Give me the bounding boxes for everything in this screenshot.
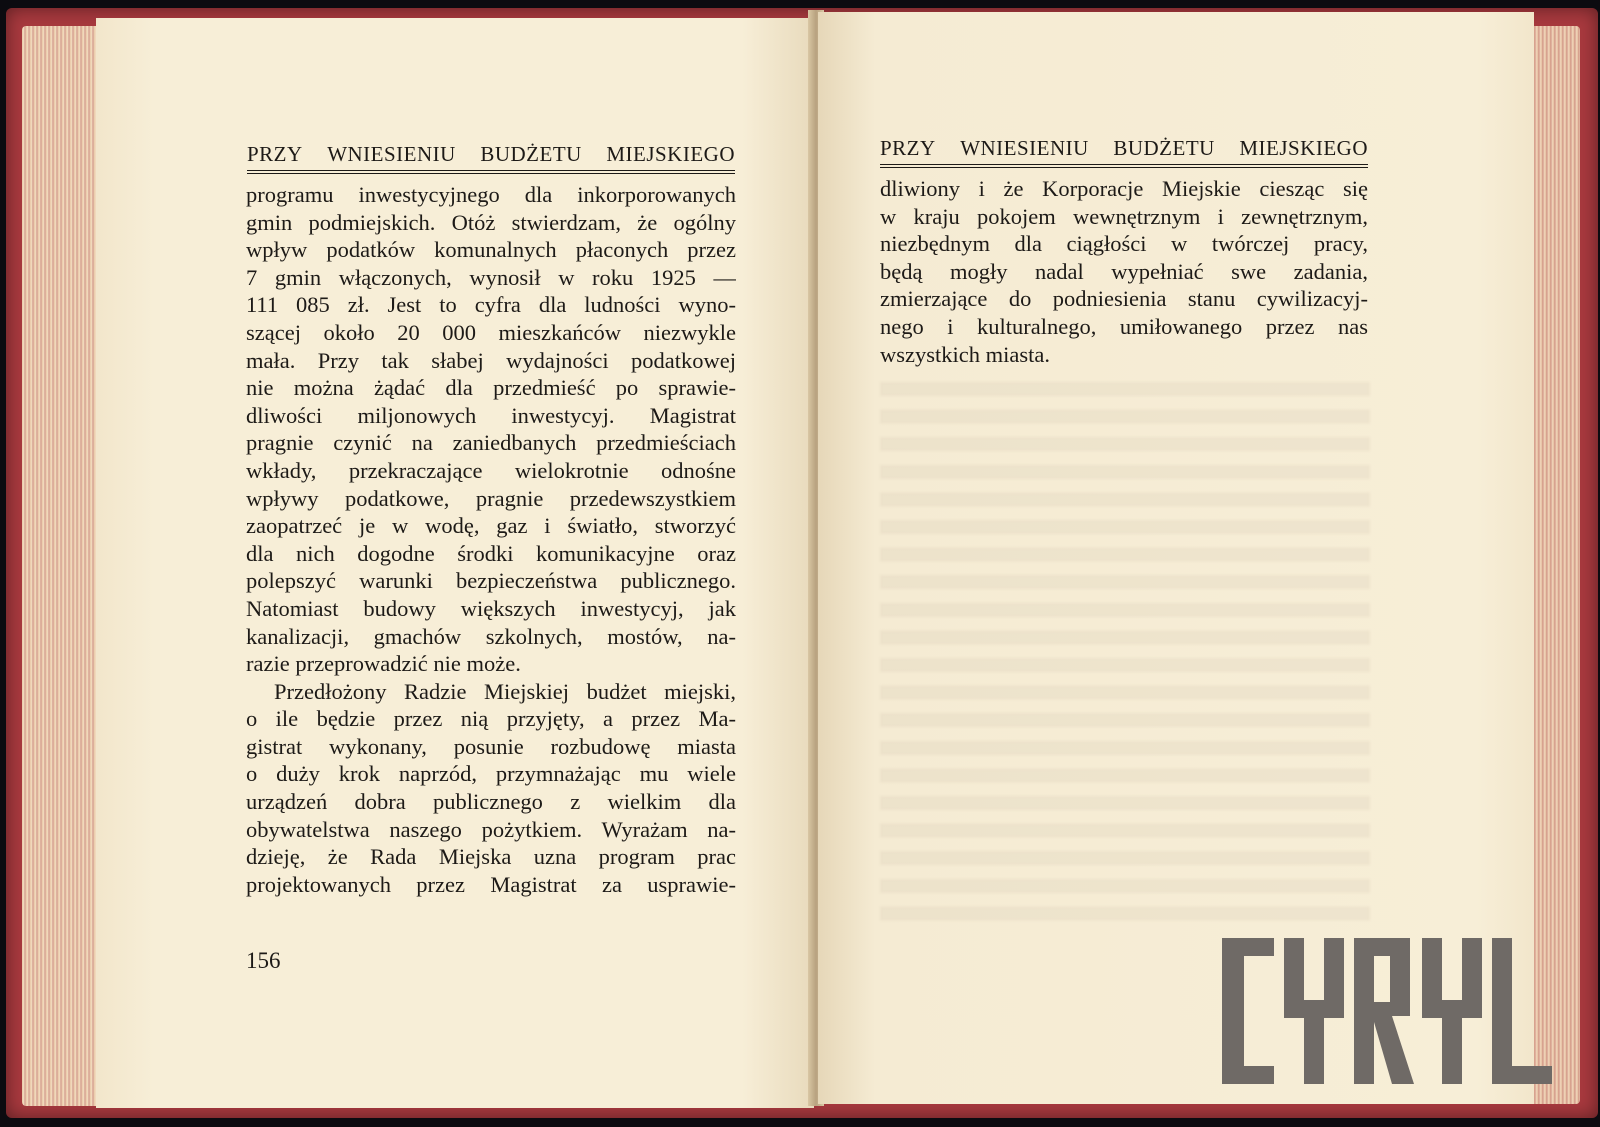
show-through-text — [880, 382, 1370, 922]
page-edges-left — [22, 26, 100, 1106]
text-line: 7 gmin włączonych, wynosił w roku 1925 — — [246, 264, 736, 290]
text-line: o ile będzie przez nią przyjęty, a przez Ma- — [246, 706, 736, 732]
text-line: będą mogły nadal wypełniać swe zadania, — [880, 258, 1368, 284]
text-line: razie przeprowadzić nie może. — [246, 651, 521, 677]
text-line: nego i kulturalnego, umiłowanego przez nas — [880, 313, 1368, 339]
text-line: w kraju pokojem wewnętrznym i zewnętrznym, — [880, 203, 1368, 229]
text-line: obywatelstwa naszego pożytkiem. Wyrażam na- — [246, 816, 736, 842]
running-head-word: BUDŻETU — [1113, 136, 1215, 160]
left-body-text — [246, 181, 736, 898]
text-line: zaopatrzeć je w wodę, gaz i światło, stworzyć — [246, 513, 736, 539]
running-head-word: MIEJSKIEGO — [1239, 136, 1368, 160]
text-line: dliwiony i że Korporacje Miejskie ciesząc się — [880, 176, 1368, 201]
running-head-word: WNIESIENIU — [327, 142, 456, 166]
running-head-left — [247, 134, 735, 174]
text-line: Przedłożony Radzie Miejskiej budżet miejski, — [274, 678, 736, 704]
text-line: wpływy podatkowe, pragnie przedewszystkiem — [246, 485, 736, 511]
text-line: urządzeń dobra publicznego z wielkim dla — [246, 789, 736, 815]
text-line: polepszyć warunki bezpieczeństwa publicznego. — [246, 568, 736, 594]
text-line: programu inwestycyjnego dla inkorporowanych — [246, 182, 736, 207]
text-line: dla nich dogodne środki komunikacyjne oraz — [246, 540, 736, 566]
text-line: wpływ podatków komunalnych płaconych przez — [246, 237, 736, 263]
running-head-word: PRZY — [247, 142, 303, 166]
text-line: o duży krok naprzód, przymnażając mu wiele — [246, 761, 736, 787]
running-head-word: MIEJSKIEGO — [606, 142, 735, 166]
cyryl-logo-icon — [1222, 938, 1552, 1084]
text-line: gmin podmiejskich. Otóż stwierdzam, że ogólny — [246, 209, 736, 235]
text-line: kanalizacji, gmachów szkolnych, mostów, na- — [246, 623, 736, 649]
text-line: wkłady, przekraczające wielokrotnie odnośne — [246, 457, 736, 483]
text-line: wszystkich miasta. — [880, 341, 1050, 367]
text-line: zmierzające do podniesienia stanu cywilizacyj- — [880, 286, 1368, 312]
running-head-word: WNIESIENIU — [960, 136, 1089, 160]
text-line: Natomiast budowy większych inwestycyj, jak — [246, 595, 736, 621]
left-page — [96, 18, 814, 1108]
text-line: dliwości miljonowych inwestycyj. Magistrat — [246, 402, 736, 428]
text-line: niezbędnym dla ciągłości w twórczej pracy, — [880, 231, 1368, 257]
text-line: projektowanych przez Magistrat za usprawie- — [246, 871, 736, 897]
page-number: 156 — [246, 948, 281, 973]
text-line: szącej około 20 000 mieszkańców niezwykle — [246, 319, 736, 345]
text-line: 111 085 zł. Jest to cyfra dla ludności wyno- — [246, 292, 736, 318]
text-line: nie można żądać dla przedmieść po sprawie- — [246, 375, 736, 401]
text-line: dzieję, że Rada Miejska uzna program prac — [246, 844, 736, 870]
text-line: gistrat wykonany, posunie rozbudowę miasta — [246, 733, 736, 759]
running-head-word: BUDŻETU — [480, 142, 582, 166]
text-line: mała. Przy tak słabej wydajności podatkowej — [246, 347, 736, 373]
running-head-word: PRZY — [880, 136, 936, 160]
text-line: pragnie czynić na zaniedbanych przedmieściach — [246, 430, 736, 456]
running-head-right — [880, 128, 1368, 168]
cyryl-watermark-logo — [1222, 938, 1552, 1084]
right-body-text — [880, 175, 1368, 368]
